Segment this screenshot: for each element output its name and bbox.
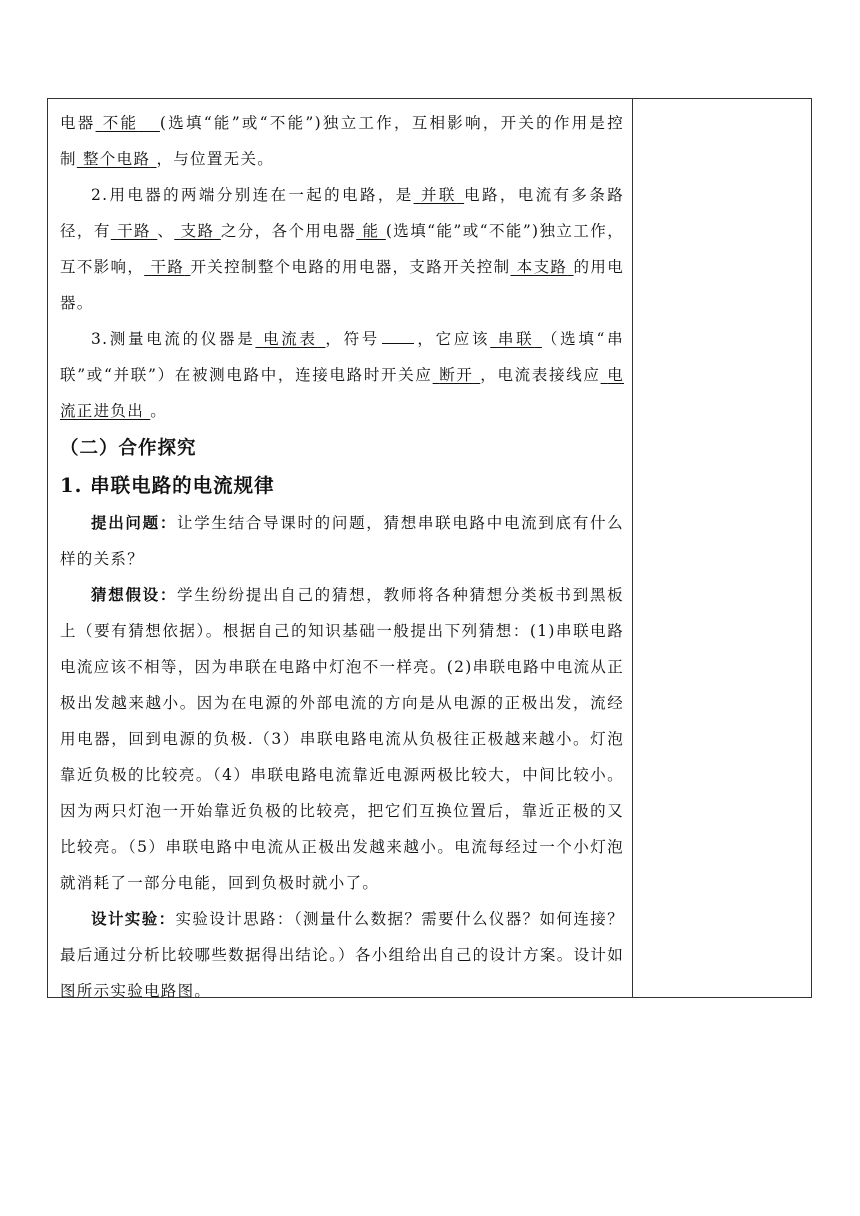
answer-blank: 本支路 — [516, 258, 568, 276]
answer-blank: 并联 — [420, 186, 457, 204]
experiment-label: 设计实验： — [91, 909, 176, 928]
paragraph-question: 提出问题：让学生结合导课时的问题，猜想串联电路中电流到底有什么样的关系？ — [60, 513, 624, 568]
answer-blank: 电流正进负出 — [60, 366, 625, 420]
answer-blank: 整个电路 — [83, 150, 151, 168]
answer-blank: 能 — [362, 222, 380, 240]
paragraph-ammeter: 3.测量电流的仪器是 电流表 ，符号 ，它应该 串联 （选填“串联”或“并联”）在被测电路中，连接电路时开关应 断开 ，电流表接线应 电流正进负出 。 — [60, 330, 625, 420]
paragraph-parallel-circuit: 2.用电器的两端分别连在一起的电路，是 并联 电路，电流有多条路径，有 干路 、 支路 之分，各个用电器 能 (选填“能”或“不能”)独立工作，互不影响， 干路 开关控制整个电路的用电器，支路开关控制 本支路 的用电器。 — [60, 186, 625, 312]
notes-cell — [633, 99, 811, 997]
paragraph-series-intro: 电器 不能 (选填“能”或“不能”)独立工作，互相影响，开关的作用是控制 整个电路 ，与位置无关。 — [60, 114, 625, 168]
answer-blank: 电流表 — [263, 330, 318, 348]
subsection-title: 1. 串联电路的电流规律 — [60, 474, 275, 497]
symbol-blank — [382, 329, 414, 344]
answer-blank: 断开 — [439, 366, 474, 384]
question-label: 提出问题： — [91, 513, 178, 532]
answer-blank: 串联 — [497, 330, 535, 348]
hypothesis-label: 猜想假设： — [91, 585, 178, 604]
answer-blank: 干路 — [117, 222, 151, 240]
paragraph-hypothesis: 猜想假设：学生纷纷提出自己的猜想，教师将各种猜想分类板书到黑板上（要有猜想依据）。根据自己的知识基础一般提出下列猜想：(1)串联电路电流应该不相等，因为串联在电路中灯泡不一样亮。(2)串联电路中电流从正极出发越来越小。因为在电源的外部电流的方向是从电源的正极出发，流经用电器，回到电源的负极.（3）串联电路电流从负极往正极越来越小。灯泡靠近负极的比较亮。（4）串联电路电流靠近电源两极比较大，中间比较小。因为两只灯泡一开始靠近负极的比较亮，把它们互换位置后，靠近正极的又比较亮。（5）串联电路中电流从正极出发越来越小。电流每经过一个小灯泡就消耗了一部分电能，回到负极时就小了。 — [60, 585, 624, 892]
paragraph-experiment-design: 设计实验：实验设计思路：（测量什么数据？需要什么仪器？如何连接？最后通过分析比较哪些数据得出结论。）各小组给出自己的设计方案。设计如图所示实验电路图。 — [60, 909, 624, 1000]
section-title: （二）合作探究 — [60, 438, 197, 459]
answer-blank: 不能 — [102, 114, 139, 132]
answer-blank: 干路 — [150, 258, 185, 276]
answer-blank: 支路 — [180, 222, 215, 240]
lesson-table — [47, 98, 812, 998]
content-cell — [48, 99, 632, 1000]
